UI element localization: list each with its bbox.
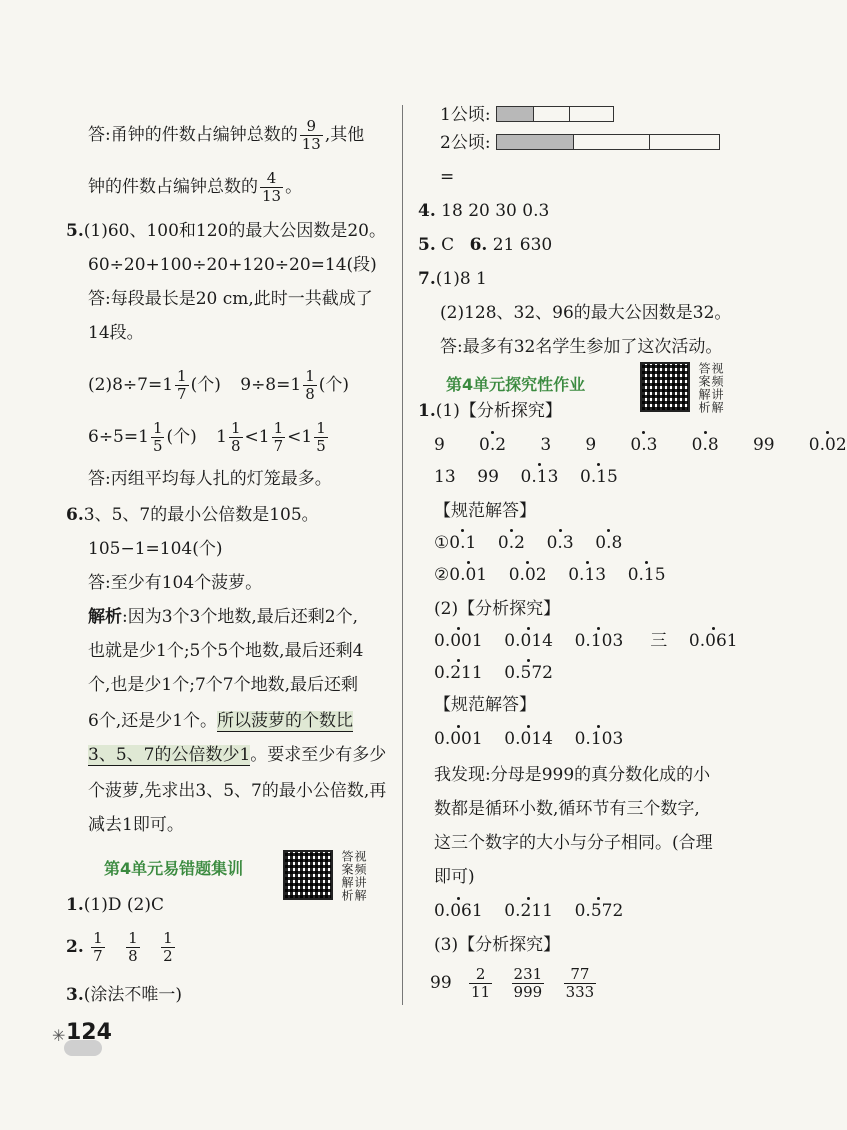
explore-q2-row2: 0.211 0.572 [434, 663, 553, 683]
answer-line-1: 答:甬钟的件数占编钟总数的 $\frac{9}{13}$ ,其他 [88, 117, 365, 153]
fraction: $\frac{1}{7}$ [273, 419, 284, 455]
explore-q1-header: 1.(1)【分析探究】 [418, 401, 562, 421]
explore-q3-header: (3)【分析探究】 [434, 935, 561, 955]
explore-q2-row3: 0.001 0.014 0.103 [434, 729, 624, 749]
analysis-line-7: 减去1即可。 [88, 815, 184, 835]
explore-q3-values: 99 $\frac{2}{11}$ $\frac{231}{999}$ $\frac{77}{333}$ [430, 965, 595, 1001]
section-title-mistakes: 第4单元易错题集训 [104, 859, 244, 878]
analysis-line-5: 3、5、7的公倍数少1。要求至少有多少 [88, 745, 387, 765]
page-number: 124 [66, 1020, 112, 1045]
qr-label: 视频讲解答案解析 [697, 362, 724, 414]
fraction: $\frac{1}{7}$ [93, 929, 103, 965]
q5-part2-line1: (2)8÷7=1 $\frac{1}{7}$ (个) 9÷8=1 $\frac{1}{8}$ (个) [88, 367, 349, 403]
section-title-explore: 第4单元探究性作业 [446, 375, 586, 394]
fraction: $\frac{2}{11}$ [471, 965, 491, 1001]
fraction: $\frac{1}{8}$ [230, 419, 241, 455]
hectare-1-bar [496, 106, 614, 122]
explore-q1-row2: 13 99 0.13 0.15 [434, 467, 618, 487]
fraction: $\frac{1}{2}$ [163, 929, 173, 965]
mistakes-q3: 3.(涂法不唯一) [66, 985, 183, 1005]
mistakes-q1: 1.(1)D (2)C [66, 895, 164, 915]
right-q7-2: (2)128、32、96的最大公因数是32。 [440, 303, 732, 323]
analysis-line-6: 个菠萝,先求出3、5、7的最小公倍数,再 [88, 781, 387, 801]
discovery-line-2: 数都是循环小数,循环节有三个数字, [434, 799, 700, 819]
fraction: $\frac{9}{13}$ [301, 117, 321, 153]
qr-label: 视频讲解答案解析 [340, 850, 367, 902]
question-6: 6.3、5、7的最小公倍数是105。 [66, 505, 319, 525]
analysis-line-1: 解析:因为3个3个地数,最后还剩2个, [88, 607, 358, 627]
right-q7-answer: 答:最多有32名学生参加了这次活动。 [440, 337, 723, 357]
explore-q1-c1: ①0.1 0.2 0.3 0.8 [434, 533, 623, 553]
analysis-line-2: 也就是少1个;5个5个地数,最后还剩4 [88, 641, 364, 661]
fraction: $\frac{1}{8}$ [305, 367, 315, 403]
q6-calc: 105−1=104(个) [88, 539, 223, 559]
question-5-part1: 5.(1)60、100和120的最大公因数是20。 [66, 221, 386, 241]
analysis-line-4: 6个,还是少1个。所以菠萝的个数比 [88, 711, 354, 731]
explore-q2-header: (2)【分析探究】 [434, 599, 561, 619]
qr-code-icon[interactable] [283, 850, 333, 900]
q5-calc: 60÷20+100÷20+120÷20=14(段) [88, 255, 377, 275]
hectare-2-bar [496, 134, 720, 150]
q6-answer: 答:至少有104个菠萝。 [88, 573, 263, 593]
page-number-badge [52, 1018, 112, 1054]
star-icon: ✳ [52, 1026, 66, 1045]
q5-answer-cont: 14段。 [88, 323, 144, 343]
discovery-line-3: 这三个数字的大小与分子相同。(合理 [434, 833, 713, 853]
qr-code-icon[interactable] [640, 362, 690, 412]
right-q7-1: 7.(1)8 1 [418, 269, 487, 289]
discovery-line-1: 我发现:分母是999的真分数化成的小 [434, 765, 711, 785]
hectare-2-label: 2公顷: [440, 133, 491, 153]
explore-q2-standard: 【规范解答】 [434, 695, 536, 715]
explore-q1-standard: 【规范解答】 [434, 501, 536, 521]
fraction: $\frac{1}{5}$ [316, 419, 326, 455]
fraction: $\frac{1}{7}$ [177, 367, 187, 403]
q5-final-answer: 答:丙组平均每人扎的灯笼最多。 [88, 469, 332, 489]
fraction: $\frac{231}{999}$ [513, 965, 543, 1001]
right-q4: 4. 18 20 30 0.3 [418, 201, 550, 221]
discovery-line-4: 即可) [434, 867, 475, 887]
fraction: $\frac{1}{8}$ [128, 929, 138, 965]
fraction: $\frac{77}{333}$ [565, 965, 595, 1001]
answer-line-2: 钟的件数占编钟总数的 $\frac{4}{13}$ 。 [88, 169, 303, 205]
q5-part2-line2: 6÷5=1 $\frac{1}{5}$ (个) 1 $\frac{1}{8}$ <1 $\frac{1}{7}$ <1 $\frac{1}{5}$ [88, 419, 326, 455]
hectare-1-label: 1公顷: [440, 105, 491, 125]
equals-sign: = [440, 167, 455, 187]
q5-answer: 答:每段最长是20 cm,此时一共截成了 [88, 289, 373, 309]
fraction: $\frac{1}{5}$ [152, 419, 163, 455]
analysis-line-3: 个,也是少1个;7个7个地数,最后还剩 [88, 675, 358, 695]
explore-q2-row4: 0.061 0.211 0.572 [434, 901, 624, 921]
explore-q1-c2: ②0.01 0.02 0.13 0.15 [434, 565, 666, 585]
right-q5-q6: 5. C 6. 21 630 [418, 235, 553, 255]
mistakes-q2: 2. $\frac{1}{7}$ $\frac{1}{8}$ $\frac{1}{2}$ [66, 929, 173, 965]
column-divider [402, 105, 403, 1005]
explore-q1-row1: 9 0.2 3 9 0.3 0.8 99 0.02 [434, 435, 847, 455]
explore-q2-row1: 0.001 0.014 0.103 三 0.061 [434, 631, 738, 651]
fraction: $\frac{4}{13}$ [262, 169, 282, 205]
